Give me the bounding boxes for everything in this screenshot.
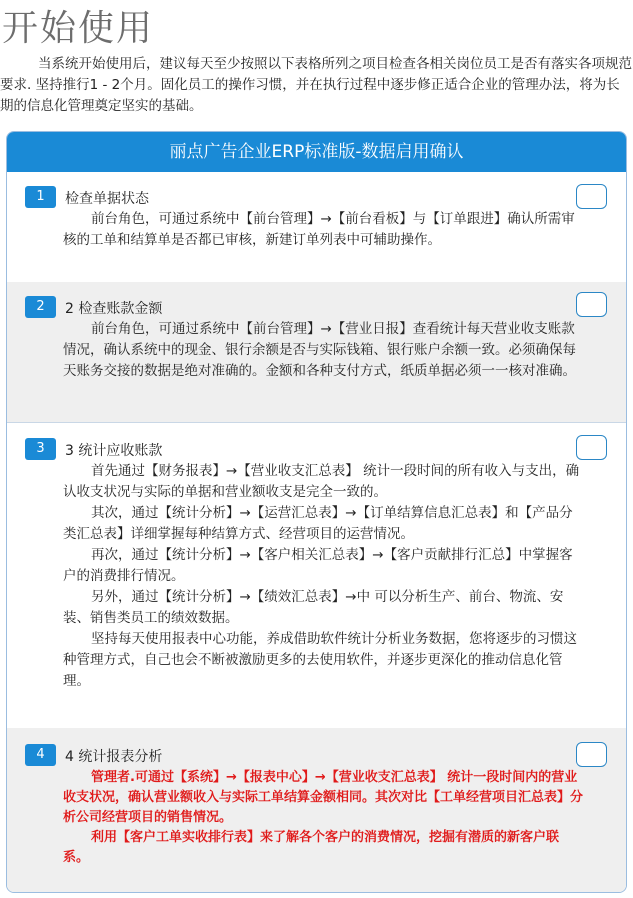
section-paragraph: 坚持每天使用报表中心功能，养成借助软件统计分析业务数据，您将逐步的习惯这种管理方式，自己也会不断被激励更多的去使用软件，并逐步更深化的推动信息化管理。: [63, 631, 577, 689]
section-paragraph: 另外，通过【统计分析】→【绩效汇总表】→中 可以分析生产、前台、物流、安装、销售类员工的绩效数据。: [63, 589, 564, 626]
section-body: [63, 319, 583, 382]
section-check-documents: [7, 172, 626, 282]
section-title: 3 统计应收账款: [65, 443, 163, 459]
confirm-checkbox[interactable]: [576, 292, 607, 317]
section-number-badge: 3: [25, 438, 56, 460]
section-title: 检查单据状态: [65, 191, 149, 207]
section-body: [63, 461, 583, 692]
section-report-analysis: [7, 728, 626, 893]
section-body: [63, 209, 583, 251]
section-check-amounts: [7, 282, 626, 422]
intro-paragraph: 当系统开始使用后，建议每天至少按照以下表格所列之项目检查各相关岗位员工是否有落实各项规范要求. 坚持推行1 - 2个月。固化员工的操作习惯，并在执行过程中逐步修正适合企业的管理办法，将为长期的信息化管理奠定坚实的基础。: [0, 56, 632, 114]
section-paragraph: 前台角色，可通过系统中【前台管理】→【前台看板】与【订单跟进】确认所需审核的工单和结算单是否都已审核，新建订单列表中可辅助操作。: [63, 211, 575, 248]
confirm-checkbox[interactable]: [576, 184, 607, 209]
section-body: [63, 768, 583, 868]
section-title: 4 统计报表分析: [65, 749, 163, 765]
section-paragraph: 管理者.可通过【系统】→【报表中心】→【营业收支汇总表】 统计一段时间内的营业收支状况，确认营业额收入与实际工单结算金额相同。其次对比【工单经营项目汇总表】分析公司经营项目的销售情况。: [63, 770, 584, 825]
section-number-badge: 2: [25, 296, 56, 318]
section-number-badge: 1: [25, 186, 56, 208]
section-paragraph: 再次，通过【统计分析】→【客户相关汇总表】→【客户贡献排行汇总】中掌握客户的消费排行情况。: [63, 547, 573, 584]
section-title: 2 检查账款金额: [65, 301, 163, 317]
section-paragraph: 前台角色，可通过系统中【前台管理】→【营业日报】查看统计每天营业收支账款情况，确认系统中的现金、银行余额是否与实际钱箱、银行账户余额一致。必须确保每天账务交接的数据是绝对准确的。金额和各种支付方式，纸质单据必须一一核对准确。: [63, 321, 576, 379]
section-number-badge: 4: [25, 744, 56, 766]
confirm-checkbox[interactable]: [576, 435, 607, 460]
page-title: 开始使用: [2, 8, 155, 49]
section-paragraph: 利用【客户工单实收排行表】来了解各个客户的消费情况，挖掘有潜质的新客户联系。: [63, 830, 560, 865]
section-paragraph: 首先通过【财务报表】→【营业收支汇总表】 统计一段时间的所有收入与支出，确认收支状况与实际的单据和营业额收支是完全一致的。: [63, 463, 580, 500]
confirmation-panel: [6, 131, 627, 893]
intro-text: [0, 54, 633, 117]
section-paragraph: 其次，通过【统计分析】→【运营汇总表】→【订单结算信息汇总表】和【产品分类汇总表】详细掌握每种结算方式、经营项目的运营情况。: [63, 505, 573, 542]
confirm-checkbox[interactable]: [576, 742, 607, 767]
panel-header: 丽点广告企业ERP标准版-数据启用确认: [7, 132, 626, 172]
section-receivables: [7, 423, 626, 728]
